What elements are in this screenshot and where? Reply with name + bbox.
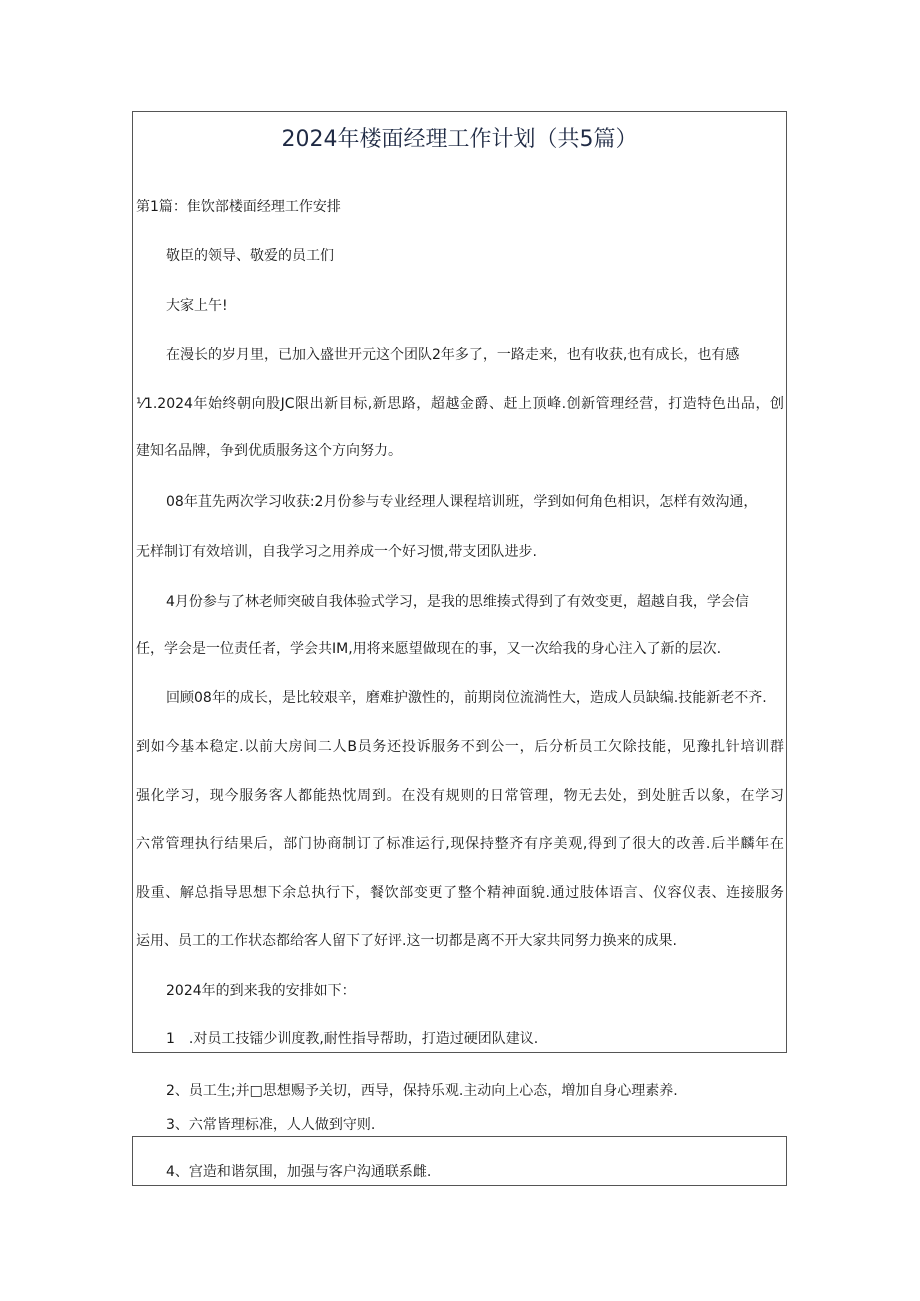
paragraph-line: 建知名品牌，争到优质服务这个方向努力。 (136, 443, 402, 459)
paragraph-line: 2024年的到来我的安排如下： (166, 983, 356, 999)
paragraph-line: 4月份参与了林老师突破自我体验式学习，是我的思维揍式得到了有效变更，超越自我，学会信 (166, 594, 749, 610)
paragraph-line: 股重、解总指导思想下余总执行下，餐饮部变更了整个精神面貌.通过肢体语言、仪容仪表、连接服务 (136, 885, 784, 901)
paragraph-line: 无样制订有效培训，自我学习之用养成一个好习惯,带支团队进步. (136, 544, 537, 560)
section-heading: 第1篇：隹饮部楼面经理工作安排 (136, 199, 341, 215)
list-item: 1 .对员工技镭少训度教,耐性指导帮助，打造过硬团队建议. (166, 1031, 539, 1047)
paragraph-line: 六常管理执行结果后，部门协商制订了标准运行,现保持整齐有序美观,得到了很大的改善.后半麟年在 (136, 836, 784, 852)
paragraph-line: 到如今基本稳定.以前大房间二人B员务还投诉服务不到公一，后分析员工欠除技能，见豫扎针培训群 (136, 739, 784, 755)
list-item: 3、六常皆理标准，人人做到守则. (166, 1117, 376, 1133)
paragraph-line: 大家上午! (166, 298, 228, 314)
paragraph-line: 回顾08年的成长，是比较艰辛，磨难护激性的，前期岗位流淌性大，造成人员缺编.技能新老不齐. (166, 690, 767, 706)
paragraph-line: 08年苴先两次学习收获:2月份参与专业经理人课程培训班，学到如何角色相识，怎样有效沟通， (166, 494, 758, 510)
paragraph-line: 强化学习，现今服务客人都能热忱周到。在没有规则的日常管理，物无去处，到处脏舌以象，在学习 (136, 788, 784, 804)
paragraph-line: 任，学会是一位责任者，学会共IM,用将来愿望做现在的事，又一次给我的身心注入了新的层次. (136, 641, 722, 657)
list-item: 4、宫造和谐氛围，加强与客户沟通联系雌. (166, 1164, 432, 1180)
paragraph-line: 在漫长的岁月里，已加入盛世开元这个团队2年多了，一路走来，也有收获,也有成长，也有感 (166, 347, 740, 363)
paragraph-line: 敬臣的领导、敬爱的员工们 (166, 248, 334, 264)
document-title: 2024年楼面经理工作计划（共5篇） (281, 127, 638, 152)
paragraph-line: 运用、员工的工作状态都给客人留下了好评.这一切都是离不开大家共同努力换来的成果. (136, 933, 677, 949)
paragraph-line: ⅟1.2024年始终朝向股JC限出新目标,新思路，超越金爵、赶上顶峰.创新管理经营，打造特色出品，创 (136, 396, 784, 412)
list-item: 2、员工生;并□思想赐予关切，西导，保持乐观.主动向上心态，増加自身心理素养. (166, 1083, 678, 1099)
